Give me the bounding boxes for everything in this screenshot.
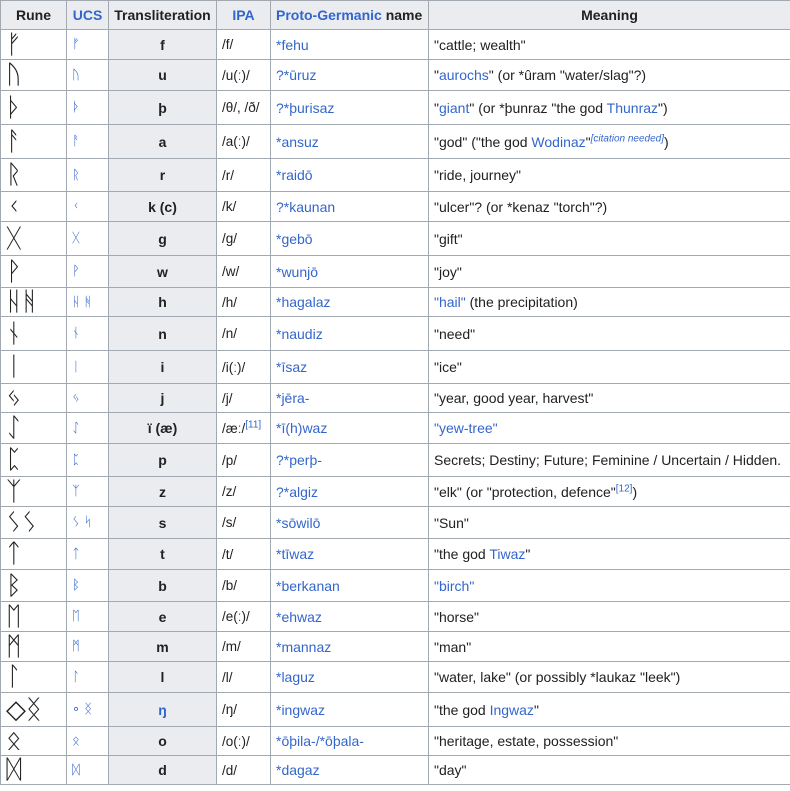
ipa-text: /b/ <box>222 578 238 593</box>
meaning <box>429 351 790 384</box>
table-row <box>1 507 790 539</box>
meaning-text: ") <box>658 99 668 116</box>
rune-glyph: ᚢ <box>1 60 67 91</box>
meaning <box>429 693 790 727</box>
ucs-glyph[interactable]: ᚠ <box>67 30 109 60</box>
table-row <box>1 159 790 192</box>
ipa-text: /l/ <box>222 669 233 685</box>
transliteration: m <box>109 632 217 662</box>
ucs-glyph[interactable]: ᛒ <box>67 570 109 602</box>
ipa-text: /ŋ/ <box>222 702 238 717</box>
rune-glyph: ᛟ <box>1 727 67 756</box>
ipa-value <box>217 693 271 727</box>
meaning <box>429 192 790 222</box>
ipa-value <box>217 507 271 539</box>
ipa-text: /i(ː)/ <box>222 359 246 375</box>
ipa-text: /n/ <box>222 326 238 341</box>
rune-glyph: ᛊᛊ <box>1 507 67 539</box>
proto-germanic-name[interactable]: *ingwaz <box>271 693 429 727</box>
ipa-text: /s/ <box>222 515 237 530</box>
proto-germanic-name[interactable]: *laguz <box>271 662 429 693</box>
transliteration: o <box>109 727 217 756</box>
ipa-text: /z/ <box>222 484 237 499</box>
rune-glyph: ᛞ <box>1 756 67 785</box>
table-row <box>1 632 790 662</box>
ipa-text: /k/ <box>222 199 237 214</box>
meaning <box>429 662 790 693</box>
ipa-value <box>217 125 271 159</box>
table-row <box>1 662 790 693</box>
ucs-glyph[interactable]: ᛃ <box>67 384 109 413</box>
transliteration: ï (æ) <box>109 413 217 444</box>
proto-germanic-name[interactable]: *gebō <box>271 222 429 256</box>
transliteration: s <box>109 507 217 539</box>
ucs-glyph[interactable]: ᚲ <box>67 192 109 222</box>
proto-germanic-name[interactable]: *ī(h)waz <box>271 413 429 444</box>
ucs-glyph[interactable]: ᛉ <box>67 477 109 507</box>
meaning <box>429 632 790 662</box>
transliteration: j <box>109 384 217 413</box>
transliteration: e <box>109 602 217 632</box>
ipa-value <box>217 602 271 632</box>
meaning-text: "heritage, estate, possession" <box>434 733 619 749</box>
rune-glyph: ᛁ <box>1 351 67 384</box>
proto-germanic-name[interactable]: ?*þurisaz <box>271 91 429 125</box>
meaning-text: "the god <box>434 701 490 718</box>
ucs-glyph[interactable]: ᛊ ᛋ <box>67 507 109 539</box>
rune-glyph: ᚠ <box>1 30 67 60</box>
ipa-text: /f/ <box>222 37 234 52</box>
meaning-text: ) <box>664 133 669 150</box>
meaning-text: " <box>434 67 439 83</box>
ipa-text: /t/ <box>222 546 234 562</box>
proto-germanic-link[interactable]: Proto-Germanic <box>276 7 382 23</box>
rune-glyph: ᛒ <box>1 570 67 602</box>
meaning <box>429 444 790 477</box>
transliteration: a <box>109 125 217 159</box>
transliteration: b <box>109 570 217 602</box>
meaning-text: " <box>533 701 539 718</box>
ucs-glyph[interactable]: ᚱ <box>67 159 109 192</box>
meaning <box>429 91 790 125</box>
meaning-text: " <box>585 133 591 150</box>
table-row <box>1 727 790 756</box>
ipa-value <box>217 317 271 351</box>
ipa-value <box>217 632 271 662</box>
rune-glyph: ᛖ <box>1 602 67 632</box>
ipa-text: /p/ <box>222 452 238 468</box>
proto-germanic-name[interactable]: *berkanan <box>271 570 429 602</box>
ipa-value <box>217 662 271 693</box>
transliteration: f <box>109 30 217 60</box>
proto-germanic-name[interactable]: *jēra- <box>271 384 429 413</box>
table-row <box>1 288 790 317</box>
meaning <box>429 539 790 570</box>
transliteration: d <box>109 756 217 785</box>
ipa-text: /æː/ <box>222 420 246 436</box>
ipa-text: /a(ː)/ <box>222 134 250 149</box>
rune-glyph: ᚦ <box>1 91 67 125</box>
meaning <box>429 477 790 507</box>
table-row <box>1 125 790 159</box>
meaning-link[interactable]: "birch" <box>434 577 475 594</box>
rune-glyph: ◇ᛝ <box>1 693 67 727</box>
header-rune[interactable]: Rune <box>1 1 67 30</box>
ipa-text: /r/ <box>222 167 234 183</box>
ipa-text: /j/ <box>222 390 233 406</box>
ipa-value <box>217 570 271 602</box>
proto-germanic-name[interactable]: *ehwaz <box>271 602 429 632</box>
transliteration: t <box>109 539 217 570</box>
transliteration: n <box>109 317 217 351</box>
meaning <box>429 222 790 256</box>
table-row <box>1 91 790 125</box>
ipa-text: /m/ <box>222 639 241 654</box>
meaning-text: "the god <box>434 546 490 562</box>
ucs-glyph[interactable]: ᚷ <box>67 222 109 256</box>
transliteration: þ <box>109 91 217 125</box>
rune-glyph: ᚨ <box>1 125 67 159</box>
transliteration[interactable]: ŋ <box>109 693 217 727</box>
citation-ref[interactable]: [12] <box>615 482 633 494</box>
rune-glyph: ᛗ <box>1 632 67 662</box>
ipa-value <box>217 384 271 413</box>
meaning <box>429 159 790 192</box>
ipa-text: /h/ <box>222 294 238 310</box>
table-row <box>1 30 790 60</box>
transliteration: g <box>109 222 217 256</box>
table-row <box>1 222 790 256</box>
rune-glyph: ᛚ <box>1 662 67 693</box>
meaning <box>429 288 790 317</box>
proto-germanic-name[interactable]: ?*ūruz <box>271 60 429 91</box>
ipa-value <box>217 539 271 570</box>
header-row <box>1 1 790 30</box>
ipa-value <box>217 256 271 288</box>
transliteration: r <box>109 159 217 192</box>
ucs-glyph[interactable]: ᛁ <box>67 351 109 384</box>
meaning-text: ) <box>632 483 638 500</box>
table-row <box>1 256 790 288</box>
rune-glyph: ᚷ <box>1 222 67 256</box>
meaning <box>429 570 790 602</box>
meaning-text: "ride, journey" <box>434 167 521 183</box>
proto-germanic-name[interactable]: ?*kaunan <box>271 192 429 222</box>
ipa-text: /w/ <box>222 264 240 279</box>
ipa-value <box>217 159 271 192</box>
transliteration: w <box>109 256 217 288</box>
meaning-text: " <box>434 99 439 116</box>
proto-germanic-name[interactable]: *ōþila-/*ōþala- <box>271 727 429 756</box>
table-row <box>1 477 790 507</box>
proto-germanic-name[interactable]: *mannaz <box>271 632 429 662</box>
transliteration: h <box>109 288 217 317</box>
meaning <box>429 507 790 539</box>
transliteration: l <box>109 662 217 693</box>
header-transliteration[interactable]: Transliteration <box>109 1 217 30</box>
proto-germanic-name[interactable]: *raidō <box>271 159 429 192</box>
meaning-text: "cattle; wealth" <box>434 36 526 53</box>
meaning-link[interactable]: "hail" <box>434 294 466 310</box>
meaning-text: "Sun" <box>434 514 469 531</box>
meaning-text: Secrets; Destiny; Future; Feminine / Uncertain / Hidden. <box>434 452 782 468</box>
table-row <box>1 317 790 351</box>
rune-glyph: ᛈ <box>1 444 67 477</box>
meaning-text: "water, lake" (or possibly *laukaz "leek") <box>434 669 681 685</box>
meaning-text: "horse" <box>434 608 479 625</box>
ucs-glyph[interactable]: ᛗ <box>67 632 109 662</box>
table-row <box>1 539 790 570</box>
ipa-value <box>217 30 271 60</box>
table-row <box>1 756 790 785</box>
meaning <box>429 30 790 60</box>
ipa-text: /d/ <box>222 762 238 778</box>
meaning <box>429 384 790 413</box>
meaning-text: (the precipitation) <box>465 294 578 310</box>
ucs-glyph[interactable]: ᚦ <box>67 91 109 125</box>
meaning-text: "gift" <box>434 230 463 247</box>
table-row <box>1 384 790 413</box>
ipa-text: /o(ː)/ <box>222 733 250 749</box>
table-row <box>1 570 790 602</box>
meaning-text: " (or *ûram "water/slag"?) <box>488 67 647 83</box>
transliteration: p <box>109 444 217 477</box>
rune-glyph: ᚺᚻ <box>1 288 67 317</box>
meaning-text: "ulcer"? (or *kenaz "torch"?) <box>434 198 608 215</box>
table-row <box>1 192 790 222</box>
ucs-glyph[interactable]: ∘ ᛝ <box>67 693 109 727</box>
ipa-value <box>217 192 271 222</box>
ucs-glyph[interactable]: ᛞ <box>67 756 109 785</box>
ucs-glyph[interactable]: ᛖ <box>67 602 109 632</box>
ucs-glyph[interactable]: ᛈ <box>67 444 109 477</box>
ucs-glyph[interactable]: ᛇ <box>67 413 109 444</box>
meaning <box>429 413 790 444</box>
ucs-glyph[interactable]: ᛚ <box>67 662 109 693</box>
ipa-value <box>217 477 271 507</box>
ipa-value <box>217 91 271 125</box>
ipa-value <box>217 351 271 384</box>
meaning-link[interactable]: aurochs <box>438 67 489 83</box>
table-row <box>1 444 790 477</box>
meaning-link[interactable]: "yew-tree" <box>434 420 498 436</box>
rune-glyph: ᛏ <box>1 539 67 570</box>
table-row <box>1 351 790 384</box>
meaning-text: "god" ("the god <box>434 133 532 150</box>
ipa-value <box>217 756 271 785</box>
ucs-glyph[interactable]: ᛟ <box>67 727 109 756</box>
ipa-value <box>217 727 271 756</box>
proto-germanic-name[interactable]: *tīwaz <box>271 539 429 570</box>
meaning-link[interactable]: Thunraz <box>606 99 659 116</box>
ucs-glyph[interactable]: ᚨ <box>67 125 109 159</box>
meaning <box>429 317 790 351</box>
proto-germanic-name[interactable]: *īsaz <box>271 351 429 384</box>
meaning-text: "day" <box>434 762 467 778</box>
meaning <box>429 125 790 159</box>
rune-glyph: ᚱ <box>1 159 67 192</box>
meaning-link[interactable]: giant <box>438 99 470 116</box>
ipa-text: /e(ː)/ <box>222 609 250 624</box>
proto-germanic-name[interactable]: *ansuz <box>271 125 429 159</box>
rune-glyph: ᚲ <box>1 192 67 222</box>
rune-glyph: ᛇ <box>1 413 67 444</box>
meaning <box>429 727 790 756</box>
proto-germanic-name[interactable]: *wunjō <box>271 256 429 288</box>
meaning-link[interactable]: Tiwaz <box>489 546 526 562</box>
ipa-text: /θ/, /ð/ <box>222 100 260 115</box>
meaning-text: "year, good year, harvest" <box>434 390 594 406</box>
ucs-glyph[interactable]: ᚾ <box>67 317 109 351</box>
ucs-glyph[interactable]: ᚺ ᚻ <box>67 288 109 317</box>
ucs-glyph[interactable]: ᚹ <box>67 256 109 288</box>
meaning-text: "joy" <box>434 263 462 280</box>
rune-glyph: ᛉ <box>1 477 67 507</box>
meaning-text: "man" <box>434 638 472 655</box>
transliteration: k (c) <box>109 192 217 222</box>
ucs-glyph[interactable]: ᚢ <box>67 60 109 91</box>
proto-germanic-name[interactable]: *naudiz <box>271 317 429 351</box>
ucs-glyph[interactable]: ᛏ <box>67 539 109 570</box>
meaning-text: " (or *þunraz "the god <box>469 99 607 116</box>
ipa-value <box>217 288 271 317</box>
ipa-value <box>217 222 271 256</box>
ipa-text: /g/ <box>222 231 238 246</box>
ipa-value <box>217 413 271 444</box>
meaning-link[interactable]: Wodinaz <box>531 133 586 150</box>
header-meaning[interactable]: Meaning <box>429 1 790 30</box>
table-row <box>1 693 790 727</box>
ipa-text: /u(ː)/ <box>222 67 250 83</box>
meaning-text: "need" <box>434 325 476 342</box>
citation-ref[interactable]: [11] <box>245 419 262 430</box>
transliteration: i <box>109 351 217 384</box>
meaning <box>429 60 790 91</box>
proto-germanic-name[interactable]: *fehu <box>271 30 429 60</box>
transliteration: u <box>109 60 217 91</box>
ipa-value <box>217 60 271 91</box>
meaning-text: " <box>525 546 531 562</box>
meaning-link[interactable]: Ingwaz <box>489 701 534 718</box>
meaning <box>429 756 790 785</box>
header-proto-germanic-name[interactable]: Proto-Germanic name <box>271 1 429 30</box>
transliteration: z <box>109 477 217 507</box>
table-row <box>1 413 790 444</box>
rune-glyph: ᛃ <box>1 384 67 413</box>
proto-germanic-name[interactable]: ?*perþ- <box>271 444 429 477</box>
header-ucs[interactable]: UCS <box>67 1 109 30</box>
proto-germanic-name[interactable]: *hagalaz <box>271 288 429 317</box>
table-row <box>1 602 790 632</box>
proto-germanic-name[interactable]: *sōwilō <box>271 507 429 539</box>
table-row <box>1 60 790 91</box>
proto-germanic-name[interactable]: ?*algiz <box>271 477 429 507</box>
meaning <box>429 602 790 632</box>
rune-glyph: ᚹ <box>1 256 67 288</box>
rune-glyph: ᚾ <box>1 317 67 351</box>
meaning-text: "ice" <box>434 359 462 375</box>
meaning <box>429 256 790 288</box>
citation-needed[interactable]: [citation needed] <box>590 132 665 144</box>
proto-germanic-name[interactable]: *dagaz <box>271 756 429 785</box>
header-ipa[interactable]: IPA <box>217 1 271 30</box>
ipa-value <box>217 444 271 477</box>
meaning-text: "elk" (or "protection, defence" <box>434 483 616 500</box>
